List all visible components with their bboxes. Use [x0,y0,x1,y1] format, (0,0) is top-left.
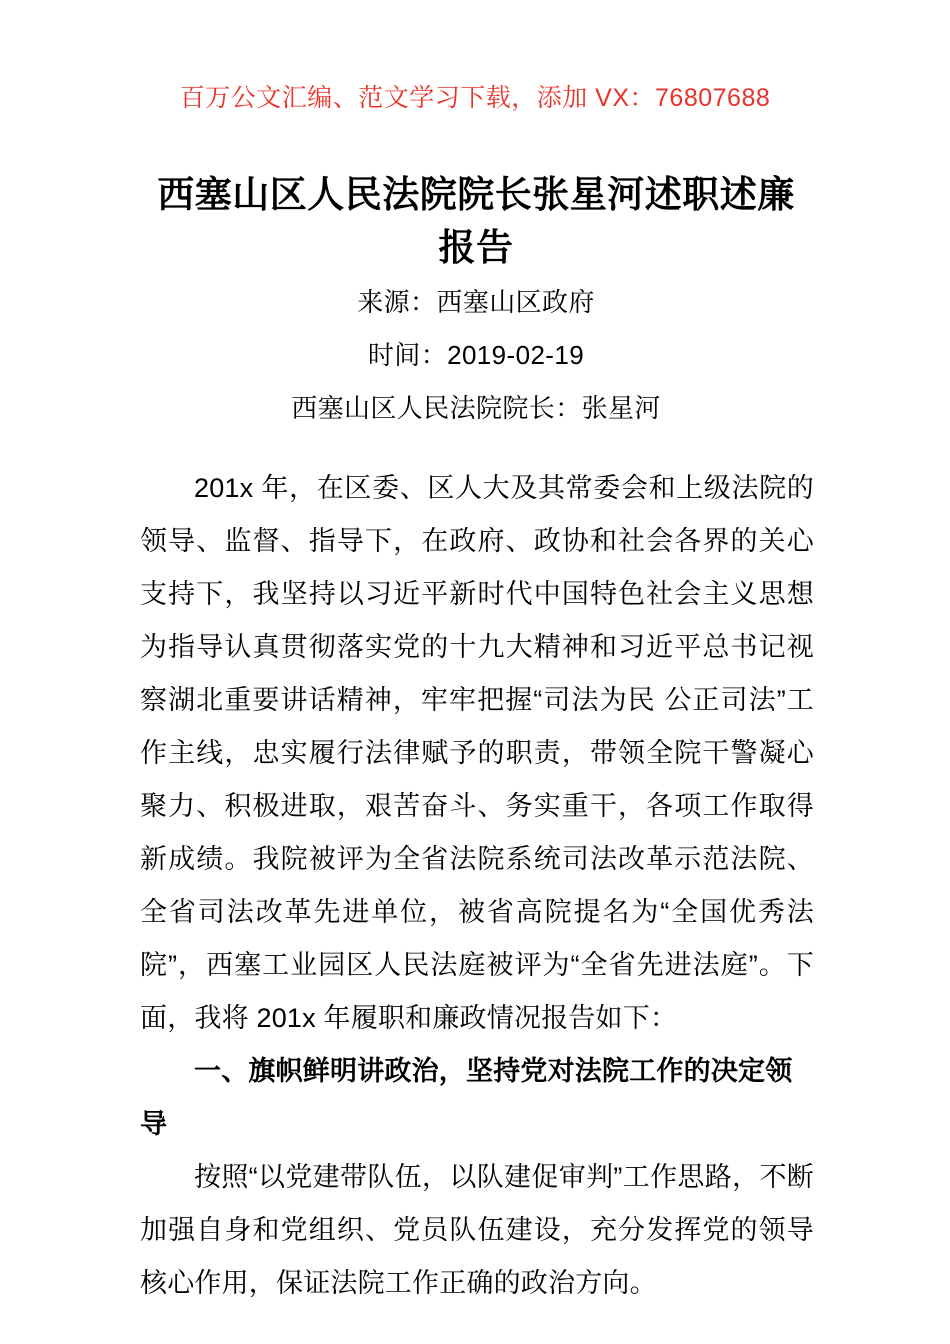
promo-banner-text: 百万公文汇编、范文学习下载，添加 VX：76807688 [179,84,771,112]
metadata-date: 时间：2019-02-19 [367,340,585,370]
document-metadata [140,276,812,435]
section-heading-1: 一、旗帜鲜明讲政治，坚持党对法院工作的决定领导 [140,1056,793,1139]
body-paragraph: 按照“以党建带队伍，以队建促审判”工作思路，不断加强自身和党组织、党员队伍建设，充分发挥党的领导核心作用，保证法院工作正确的政治方向。 [140,1162,814,1298]
metadata-author: 西塞山区人民法院院长：张星河 [291,393,661,423]
page-title: 西塞山区人民法院院长张星河述职述廉报告 [157,174,795,268]
metadata-source: 来源：西塞山区政府 [357,287,595,317]
document-body [140,462,814,1310]
body-paragraph: 201x 年，在区委、区人大及其常委会和上级法院的领导、监督、指导下，在政府、政协和社会各界的关心支持下，我坚持以习近平新时代中国特色社会主义思想为指导认真贯彻落实党的十九大精神和习近平总书记视察湖北重要讲话精神，牢牢把握“司法为民 公正司法”工作主线，忠实履行法律赋予的职责，带领全院干警凝心聚力、积极进取，艰苦奋斗、务实重干，各项工作取得新成绩。我院被评为全省法院系统司法改革示范法院、全省司法改革先进单位，被省高院提名为“全国优秀法院”，西塞工业园区人民法庭被评为“全省先进法庭”。下面，我将 201x 年履职和廉政情况报告如下： [140,473,814,1033]
